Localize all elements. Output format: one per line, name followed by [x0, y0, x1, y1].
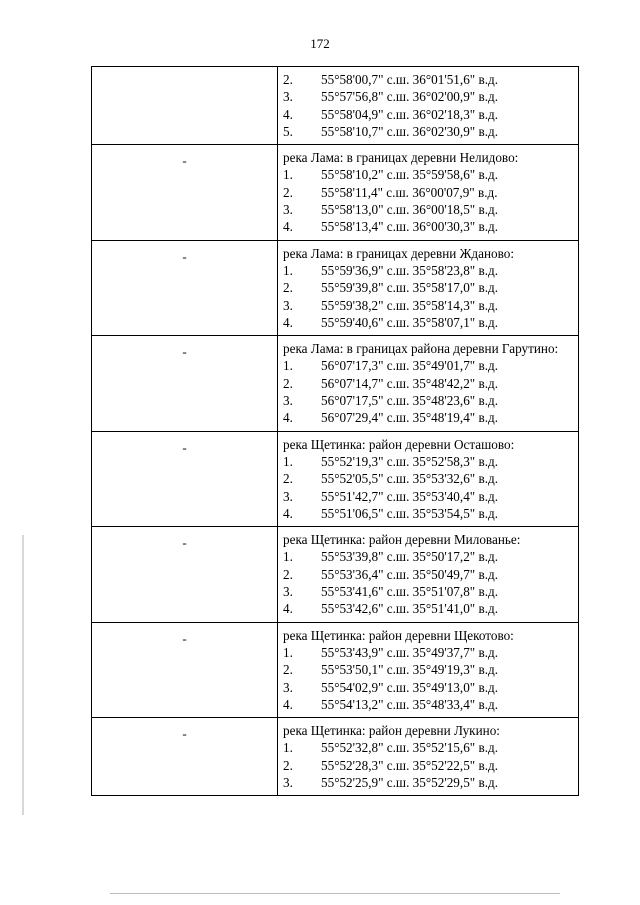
coordinate-value: 56°07'17,3" с.ш. 35°49'01,7" в.д.	[321, 358, 498, 374]
coordinate-number: 1.	[283, 358, 293, 374]
coordinate-line	[283, 583, 574, 600]
river-section-heading: река Щетинка: район деревни Милованье:	[283, 532, 521, 548]
row-content-cell	[278, 336, 579, 431]
river-section-heading: река Щетинка: район деревни Щекотово:	[283, 627, 514, 643]
row-content-cell	[278, 622, 579, 717]
table-row	[92, 145, 579, 240]
coordinate-line	[283, 548, 574, 565]
coordinate-value: 55°53'39,8" с.ш. 35°50'17,2" в.д.	[321, 549, 498, 565]
row-marker-cell	[92, 718, 278, 796]
river-section-heading: река Лама: в границах района деревни Гарутино:	[283, 341, 559, 357]
row-marker-cell	[92, 145, 278, 240]
coordinate-line	[283, 600, 574, 617]
coordinate-value: 55°54'13,2" с.ш. 35°48'33,4" в.д.	[321, 696, 498, 712]
coordinate-value: 55°52'19,3" с.ш. 35°52'58,3" в.д.	[321, 453, 498, 469]
coordinate-line	[283, 757, 574, 774]
coordinate-number: 2.	[283, 72, 293, 87]
coordinate-line	[283, 184, 574, 201]
table-row	[92, 622, 579, 717]
coordinate-number: 3.	[283, 584, 293, 600]
coordinate-line	[283, 357, 574, 374]
coordinate-number: 4.	[283, 219, 293, 235]
coordinate-line	[283, 201, 574, 218]
coordinate-number: 3.	[283, 297, 293, 313]
coordinate-value: 55°58'13,4" с.ш. 36°00'30,3" в.д.	[321, 219, 498, 235]
coordinate-line	[283, 774, 574, 791]
coordinate-value: 55°52'25,9" с.ш. 35°52'29,5" в.д.	[321, 774, 498, 790]
scan-artifact-bottom	[110, 893, 560, 894]
row-marker-cell	[92, 336, 278, 431]
table-row	[92, 240, 579, 335]
coordinate-number: 5.	[283, 123, 293, 139]
table-row	[92, 527, 579, 622]
coordinate-line	[283, 644, 574, 661]
coordinate-number: 2.	[283, 566, 293, 582]
coordinate-number: 3.	[283, 774, 293, 790]
coordinate-number: 4.	[283, 505, 293, 521]
coordinate-number: 2.	[283, 184, 293, 200]
coordinate-line	[283, 696, 574, 713]
scan-artifact-left	[22, 535, 24, 815]
table-row	[92, 718, 579, 796]
coordinate-number: 1.	[283, 644, 293, 660]
coordinate-line	[283, 679, 574, 696]
coordinate-value: 55°59'40,6" с.ш. 35°58'07,1" в.д.	[321, 314, 498, 330]
coordinate-line	[283, 166, 574, 183]
row-content-cell	[278, 145, 579, 240]
coordinate-line	[283, 71, 574, 88]
coordinate-line	[283, 505, 574, 522]
row-marker-cell	[92, 622, 278, 717]
coordinate-line	[283, 262, 574, 279]
row-dash: -	[182, 535, 187, 551]
coordinate-line	[283, 470, 574, 487]
coordinate-line	[283, 314, 574, 331]
coordinate-value: 55°58'04,9" с.ш. 36°02'18,3" в.д.	[321, 106, 498, 122]
coordinate-line	[283, 392, 574, 409]
row-dash: -	[182, 153, 187, 169]
coordinate-value: 56°07'17,5" с.ш. 35°48'23,6" в.д.	[321, 393, 498, 409]
row-marker-cell	[92, 527, 278, 622]
coordinate-number: 1.	[283, 167, 293, 183]
coordinate-value: 55°57'56,8" с.ш. 36°02'00,9" в.д.	[321, 89, 498, 105]
coordinates-table	[91, 66, 579, 796]
coordinate-value: 55°58'00,7" с.ш. 36°01'51,6" в.д.	[321, 72, 498, 87]
row-content-cell	[278, 718, 579, 796]
coordinate-value: 55°59'36,9" с.ш. 35°58'23,8" в.д.	[321, 262, 498, 278]
coordinate-number: 1.	[283, 262, 293, 278]
coordinate-number: 1.	[283, 453, 293, 469]
table-row	[92, 67, 579, 145]
page-number: 172	[310, 36, 330, 51]
coordinate-number: 3.	[283, 89, 293, 105]
coordinate-value: 55°58'10,7" с.ш. 36°02'30,9" в.д.	[321, 123, 498, 139]
coordinate-value: 55°53'36,4" с.ш. 35°50'49,7" в.д.	[321, 566, 498, 582]
coordinate-value: 55°58'11,4" с.ш. 36°00'07,9" в.д.	[321, 184, 498, 200]
coordinate-number: 4.	[283, 314, 293, 330]
coordinate-value: 55°52'32,8" с.ш. 35°52'15,6" в.д.	[321, 740, 498, 756]
row-dash: -	[182, 344, 187, 360]
coordinate-line	[283, 218, 574, 235]
coordinate-value: 55°58'13,0" с.ш. 36°00'18,5" в.д.	[321, 202, 498, 218]
coordinate-value: 55°53'50,1" с.ш. 35°49'19,3" в.д.	[321, 662, 498, 678]
river-section-heading: река Лама: в границах деревни Жданово:	[283, 245, 515, 261]
coordinate-number: 1.	[283, 549, 293, 565]
coordinate-line	[283, 453, 574, 470]
coordinate-number: 2.	[283, 280, 293, 296]
coordinate-value: 55°59'39,8" с.ш. 35°58'17,0" в.д.	[321, 280, 498, 296]
coordinate-value: 55°51'42,7" с.ш. 35°53'40,4" в.д.	[321, 488, 498, 504]
coordinate-number: 4.	[283, 106, 293, 122]
coordinate-number: 3.	[283, 488, 293, 504]
row-marker-cell	[92, 67, 278, 145]
coordinate-line	[283, 409, 574, 426]
row-content-cell	[278, 240, 579, 335]
row-marker-cell	[92, 431, 278, 526]
coordinate-value: 55°52'28,3" с.ш. 35°52'22,5" в.д.	[321, 757, 498, 773]
row-dash: -	[182, 630, 187, 646]
coordinate-value: 55°59'38,2" с.ш. 35°58'14,3" в.д.	[321, 297, 498, 313]
coordinate-number: 3.	[283, 393, 293, 409]
coordinate-number: 3.	[283, 679, 293, 695]
table-row	[92, 431, 579, 526]
river-section-heading: река Лама: в границах деревни Нелидово:	[283, 150, 519, 166]
row-dash: -	[182, 248, 187, 264]
coordinate-line	[283, 123, 574, 140]
coordinate-value: 55°53'42,6" с.ш. 35°51'41,0" в.д.	[321, 601, 498, 617]
coordinate-value: 55°58'10,2" с.ш. 35°59'58,6" в.д.	[321, 167, 498, 183]
coordinate-number: 4.	[283, 696, 293, 712]
row-content-cell	[278, 527, 579, 622]
coordinate-value: 56°07'29,4" с.ш. 35°48'19,4" в.д.	[321, 410, 498, 426]
coordinate-number: 2.	[283, 662, 293, 678]
coordinate-value: 56°07'14,7" с.ш. 35°48'42,2" в.д.	[321, 375, 498, 391]
table-row	[92, 336, 579, 431]
coordinate-number: 4.	[283, 410, 293, 426]
coordinate-number: 3.	[283, 202, 293, 218]
coordinate-number: 2.	[283, 375, 293, 391]
coordinate-value: 55°51'06,5" с.ш. 35°53'54,5" в.д.	[321, 505, 498, 521]
coordinate-number: 2.	[283, 471, 293, 487]
row-content-cell	[278, 431, 579, 526]
river-section-heading: река Щетинка: район деревни Лукино:	[283, 723, 500, 739]
row-dash: -	[182, 726, 187, 742]
coordinate-line	[283, 106, 574, 123]
coordinate-line	[283, 88, 574, 105]
coordinate-number: 4.	[283, 601, 293, 617]
coordinate-number: 2.	[283, 757, 293, 773]
coordinate-line	[283, 566, 574, 583]
row-marker-cell	[92, 240, 278, 335]
row-content-cell	[278, 67, 579, 145]
coordinate-value: 55°53'43,9" с.ш. 35°49'37,7" в.д.	[321, 644, 498, 660]
coordinate-line	[283, 661, 574, 678]
coordinates-table-body	[92, 67, 579, 796]
coordinate-value: 55°52'05,5" с.ш. 35°53'32,6" в.д.	[321, 471, 498, 487]
coordinate-line	[283, 279, 574, 296]
coordinate-line	[283, 297, 574, 314]
coordinate-value: 55°54'02,9" с.ш. 35°49'13,0" в.д.	[321, 679, 498, 695]
river-section-heading: река Щетинка: район деревни Осташово:	[283, 436, 515, 452]
coordinate-value: 55°53'41,6" с.ш. 35°51'07,8" в.д.	[321, 584, 498, 600]
coordinate-line	[283, 488, 574, 505]
coordinate-number: 1.	[283, 740, 293, 756]
row-dash: -	[182, 439, 187, 455]
coordinate-line	[283, 375, 574, 392]
coordinate-line	[283, 739, 574, 756]
